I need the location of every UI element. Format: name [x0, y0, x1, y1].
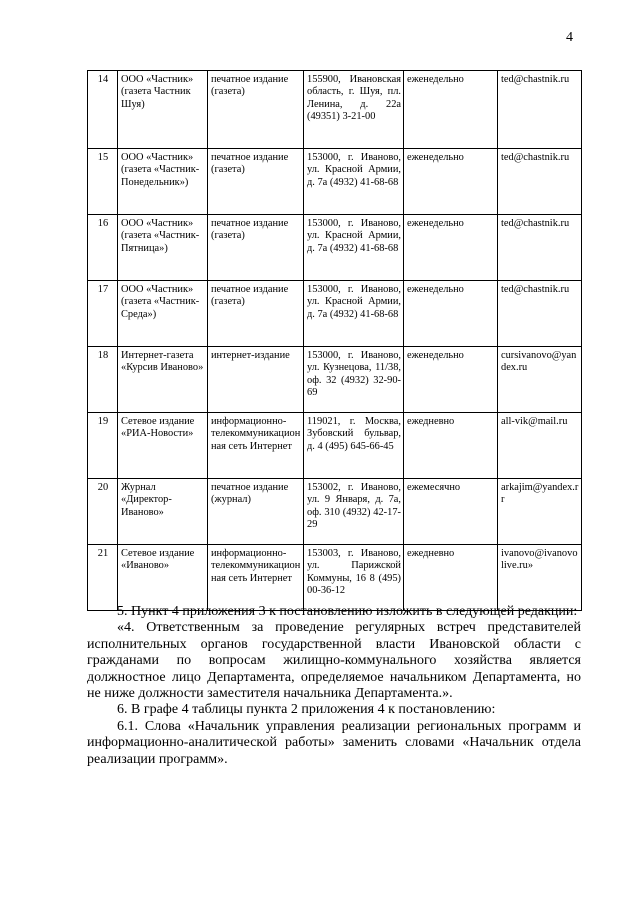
- outlet-type: информационно-телекоммуникационная сеть Интернет: [208, 545, 304, 611]
- outlet-type: печатное издание (газета): [208, 215, 304, 281]
- outlet-type: печатное издание (газета): [208, 281, 304, 347]
- media-registry-table: [87, 70, 582, 611]
- outlet-name: Журнал «Директор-Иваново»: [118, 479, 208, 545]
- row-number: 21: [88, 545, 118, 611]
- contact-email: cursivanovo@yandex.ru: [498, 347, 582, 413]
- table-row: [88, 347, 582, 413]
- outlet-type: интернет-издание: [208, 347, 304, 413]
- row-number: 20: [88, 479, 118, 545]
- outlet-name: ООО «Частник» (газета «Частник-Среда»): [118, 281, 208, 347]
- outlet-name: ООО «Частник» (газета «Частник-Пятница»): [118, 215, 208, 281]
- outlet-name: ООО «Частник» (газета «Частник-Понедельник»): [118, 149, 208, 215]
- publication-frequency: еженедельно: [404, 71, 498, 149]
- page-number: 4: [566, 30, 573, 45]
- publication-frequency: еженедельно: [404, 215, 498, 281]
- publication-frequency: ежемесячно: [404, 479, 498, 545]
- row-number: 16: [88, 215, 118, 281]
- table-row: [88, 479, 582, 545]
- paragraph-quote-item-4: «4. Ответственным за проведение регулярных встреч представителей исполнительных органов государственной власти Ивановской области с гражданами по вопросам жилищно-коммунального хозяйства является должностное лицо Департамента, определяемое начальником Департамента, но не ниже должности заместителя начальника Департамента.».: [87, 620, 581, 702]
- outlet-type: печатное издание (газета): [208, 149, 304, 215]
- outlet-type: печатное издание (журнал): [208, 479, 304, 545]
- outlet-name: Сетевое издание «РИА-Новости»: [118, 413, 208, 479]
- outlet-address: 153002, г. Иваново, ул. 9 Января, д. 7а, оф. 310 (4932) 42-17-29: [304, 479, 404, 545]
- row-number: 18: [88, 347, 118, 413]
- outlet-name: Сетевое издание «Иваново»: [118, 545, 208, 611]
- contact-email: ted@chastnik.ru: [498, 149, 582, 215]
- table-row: [88, 545, 582, 611]
- outlet-address: 119021, г. Москва, Зубовский бульвар, д. 4 (495) 645-66-45: [304, 413, 404, 479]
- table-row: [88, 281, 582, 347]
- outlet-address: 155900, Ивановская область, г. Шуя, пл. Ленина, д. 22а (49351) 3-21-00: [304, 71, 404, 149]
- contact-email: ted@chastnik.ru: [498, 281, 582, 347]
- outlet-address: 153003, г. Иваново, ул. Парижской Коммуны, 16 8 (495) 00-36-12: [304, 545, 404, 611]
- table-row: [88, 215, 582, 281]
- publication-frequency: еженедельно: [404, 149, 498, 215]
- outlet-name: ООО «Частник» (газета Частник Шуя): [118, 71, 208, 149]
- contact-email: ted@chastnik.ru: [498, 215, 582, 281]
- table-row: [88, 71, 582, 149]
- publication-frequency: еженедельно: [404, 347, 498, 413]
- publication-frequency: ежедневно: [404, 545, 498, 611]
- contact-email: ted@chastnik.ru: [498, 71, 582, 149]
- outlet-type: информационно-телекоммуникационная сеть Интернет: [208, 413, 304, 479]
- row-number: 19: [88, 413, 118, 479]
- row-number: 15: [88, 149, 118, 215]
- contact-email: arkajim@yandex.rr: [498, 479, 582, 545]
- outlet-address: 153000, г. Иваново, ул. Красной Армии, д. 7а (4932) 41-68-68: [304, 149, 404, 215]
- outlet-address: 153000, г. Иваново, ул. Красной Армии, д. 7а (4932) 41-68-68: [304, 281, 404, 347]
- table-body: [88, 71, 582, 611]
- outlet-type: печатное издание (газета): [208, 71, 304, 149]
- table-row: [88, 149, 582, 215]
- contact-email: all-vik@mail.ru: [498, 413, 582, 479]
- publication-frequency: еженедельно: [404, 281, 498, 347]
- paragraph-item-6: 6. В графе 4 таблицы пункта 2 приложения 4 к постановлению:: [117, 702, 496, 718]
- outlet-name: Интернет-газета «Курсив Иваново»: [118, 347, 208, 413]
- row-number: 14: [88, 71, 118, 149]
- body-text: [87, 604, 581, 768]
- contact-email: ivanovo@ivanovolive.ru»: [498, 545, 582, 611]
- row-number: 17: [88, 281, 118, 347]
- paragraph-item-6-1: 6.1. Слова «Начальник управления реализации региональных программ и информационно-аналитической работы» заменить словами «Начальник отдела реализации программ».: [87, 718, 581, 767]
- outlet-address: 153000, г. Иваново, ул. Кузнецова, 11/38, оф. 32 (4932) 32-90-69: [304, 347, 404, 413]
- publication-frequency: ежедневно: [404, 413, 498, 479]
- outlet-address: 153000, г. Иваново, ул. Красной Армии, д. 7а (4932) 41-68-68: [304, 215, 404, 281]
- paragraph-item-5: 5. Пункт 4 приложения 3 к постановлению изложить в следующей редакции:: [117, 604, 578, 619]
- table-row: [88, 413, 582, 479]
